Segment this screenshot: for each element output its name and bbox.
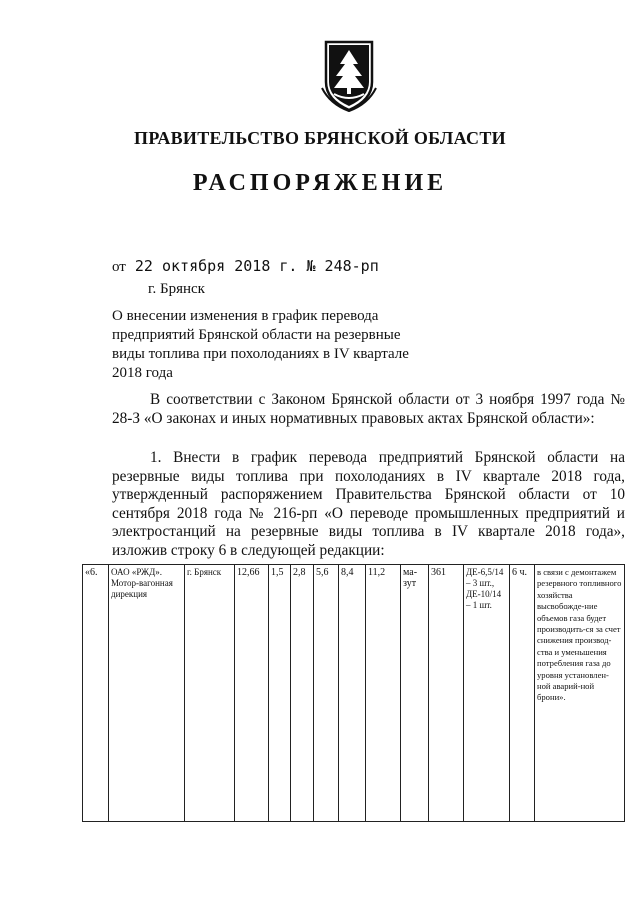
table-cell: 6 ч.: [510, 565, 535, 822]
document-subject: О внесении изменения в график перевода предприятий Брянской области на резервные виды топлива при похолоданиях в IV квартале 2018 года: [112, 308, 409, 381]
table-cell: 8,4: [339, 565, 366, 822]
preamble-paragraph: В соответствии с Законом Брянской области от 3 ноября 1997 года № 28-З «О законах и иных нормативных правовых актах Брянской области»:: [112, 391, 625, 427]
schedule-table: [82, 564, 625, 822]
table-cell: ДЕ-6,5/14 – 3 шт., ДЕ-10/14 – 1 шт.: [464, 565, 510, 822]
table-cell: 2,8: [291, 565, 314, 822]
city: г. Брянск: [148, 281, 205, 297]
table-cell: г. Брянск: [185, 565, 235, 822]
coat-of-arms-icon: [320, 38, 378, 112]
date-line: [112, 257, 379, 276]
table-cell: 12,66: [235, 565, 269, 822]
table-cell: ма-зут: [401, 565, 429, 822]
document-date: 22 октября 2018 г.: [134, 257, 298, 275]
document-type: РАСПОРЯЖЕНИЕ: [192, 170, 448, 196]
date-prefix: от: [112, 259, 126, 275]
table-cell: 11,2: [366, 565, 401, 822]
table-cell: ОАО «РЖД». Мотор-вагонная дирекция: [109, 565, 185, 822]
organization-title: ПРАВИТЕЛЬСТВО БРЯНСКОЙ ОБЛАСТИ: [134, 128, 506, 148]
item-1-paragraph: 1. Внести в график перевода предприятий Брянской области на резервные виды топлива при похолоданиях в IV квартале 2018 года, утвержденный распоряжением Правительства Брянской области от 10 сентября 2018 года № 216-рп «О переводе промышленных предприятий и электростанций на резервные виды топлива в IV квартале 2018 года», изложив строку 6 в следующей редакции:: [112, 449, 625, 559]
document-number: 248-рп: [324, 257, 379, 275]
table-cell: в связи с демонтажем резервного топливного хозяйства высвобожде-ние объемов газа будет производить-ся за счет снижения производ-ства и уменьшения потребления газа до уровня установлен-ной аварий-ной брони».: [535, 565, 625, 822]
number-label: №: [306, 257, 316, 275]
table-row: [83, 565, 625, 822]
table-cell: 1,5: [269, 565, 291, 822]
table-cell: «6.: [83, 565, 109, 822]
table-cell: 361: [429, 565, 464, 822]
table-cell: 5,6: [314, 565, 339, 822]
